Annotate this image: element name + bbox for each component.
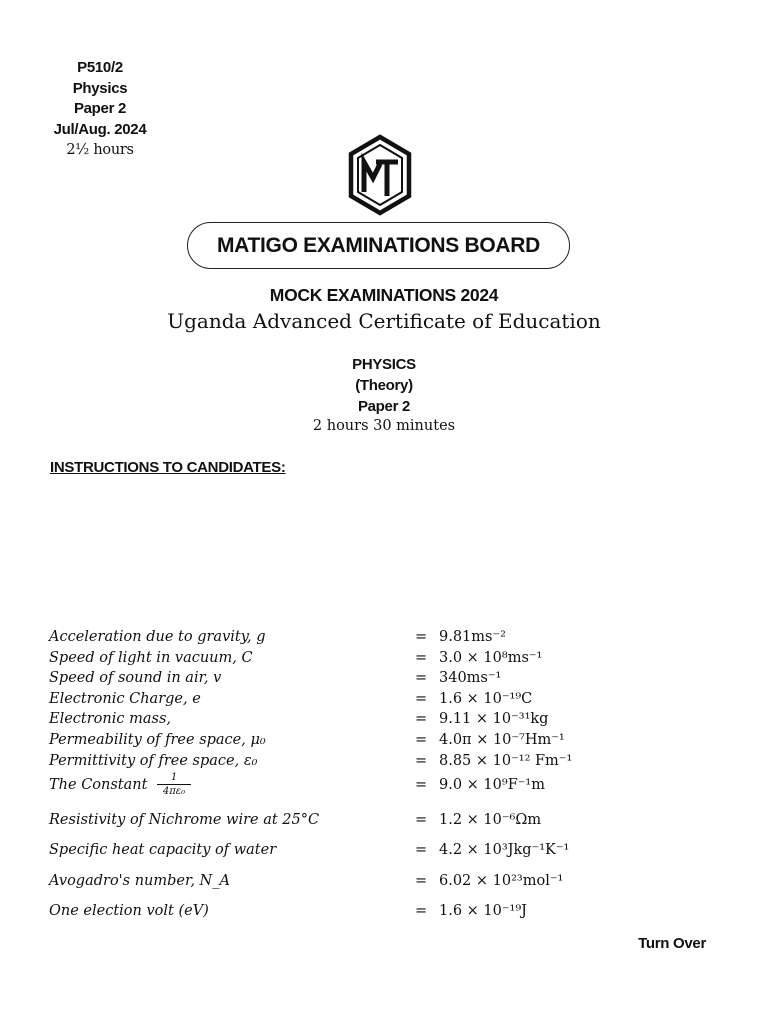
- equals-sign: =: [415, 650, 428, 666]
- board-logo-icon: [346, 134, 414, 216]
- constant-row: [49, 842, 609, 862]
- fraction-denominator: 4πε₀: [162, 786, 186, 797]
- board-name: MATIGO EXAMINATIONS BOARD: [216, 233, 541, 257]
- board-name-box: [187, 222, 570, 269]
- constant-row: [49, 711, 609, 731]
- instructions-heading: INSTRUCTIONS TO CANDIDATES:: [50, 459, 286, 476]
- constant-label: Resistivity of Nichrome wire at 25°C: [49, 812, 320, 828]
- constant-value: 6.02 × 10²³mol⁻¹: [439, 873, 564, 889]
- constant-label: Electronic mass,: [49, 711, 172, 727]
- equals-sign: =: [415, 711, 428, 727]
- constant-row: [49, 629, 609, 649]
- constant-value: 9.0 × 10⁹F⁻¹m: [439, 777, 545, 793]
- constant-label: Speed of light in vacuum, C: [49, 650, 253, 666]
- fraction-numerator: 1: [157, 771, 191, 785]
- paper-number: Paper 2: [73, 100, 127, 117]
- exam-paper: Paper 2: [357, 398, 411, 415]
- constant-row: [49, 772, 609, 797]
- paper-duration: 2½ hours: [66, 142, 134, 158]
- constant-label: Specific heat capacity of water: [49, 842, 277, 858]
- equals-sign: =: [415, 777, 428, 793]
- equals-sign: =: [415, 691, 428, 707]
- constant-row: [49, 873, 609, 893]
- constant-value: 1.6 × 10⁻¹⁹J: [439, 903, 527, 919]
- equals-sign: =: [415, 873, 428, 889]
- constant-label: Electronic Charge, e: [49, 691, 201, 707]
- paper-subject: Physics: [72, 79, 128, 97]
- constant-row: [49, 753, 609, 773]
- constant-value: 4.0π × 10⁻⁷Hm⁻¹: [439, 732, 565, 748]
- constant-row: [49, 650, 609, 670]
- constant-value: 9.81ms⁻²: [439, 629, 506, 645]
- constant-value: 340ms⁻¹: [439, 670, 502, 686]
- equals-sign: =: [415, 812, 428, 828]
- exam-title: MOCK EXAMINATIONS 2024: [269, 285, 499, 305]
- certificate-title: Uganda Advanced Certificate of Education: [167, 309, 601, 333]
- exam-duration: 2 hours 30 minutes: [312, 418, 456, 434]
- equals-sign: =: [415, 670, 428, 686]
- equals-sign: =: [415, 629, 428, 645]
- constant-value: 9.11 × 10⁻³¹kg: [439, 711, 549, 727]
- equals-sign: =: [415, 753, 428, 769]
- exam-subject: PHYSICS: [352, 356, 416, 373]
- constant-value: 1.2 × 10⁻⁶Ωm: [439, 812, 542, 828]
- turn-over-label: Turn Over: [638, 935, 706, 952]
- equals-sign: =: [415, 903, 428, 919]
- paper-metadata: [44, 58, 156, 161]
- paper-code: P510/2: [77, 59, 123, 76]
- exam-type: (Theory): [355, 377, 413, 394]
- constant-row: [49, 691, 609, 711]
- constant-value: 1.6 × 10⁻¹⁹C: [439, 691, 533, 707]
- constant-label: Permeability of free space, μ₀: [49, 732, 266, 748]
- constant-value: 3.0 × 10⁸ms⁻¹: [439, 650, 543, 666]
- constant-row: [49, 812, 609, 832]
- constant-label: One election volt (eV): [49, 903, 209, 919]
- constant-value: 8.85 × 10⁻¹² Fm⁻¹: [439, 753, 573, 769]
- constant-label: Permittivity of free space, ε₀: [49, 753, 258, 769]
- constant-row: [49, 903, 609, 923]
- constant-row: [49, 732, 609, 752]
- equals-sign: =: [415, 732, 428, 748]
- constant-label: Acceleration due to gravity, g: [49, 629, 266, 645]
- constant-fraction: [157, 771, 191, 798]
- constant-value: 4.2 × 10³Jkg⁻¹K⁻¹: [439, 842, 570, 858]
- paper-date: Jul/Aug. 2024: [53, 120, 147, 138]
- constant-label: The Constant: [49, 777, 148, 793]
- constant-label: Avogadro's number, N_A: [49, 873, 230, 889]
- constant-label: Speed of sound in air, v: [49, 670, 222, 686]
- equals-sign: =: [415, 842, 428, 858]
- constant-row: [49, 670, 609, 690]
